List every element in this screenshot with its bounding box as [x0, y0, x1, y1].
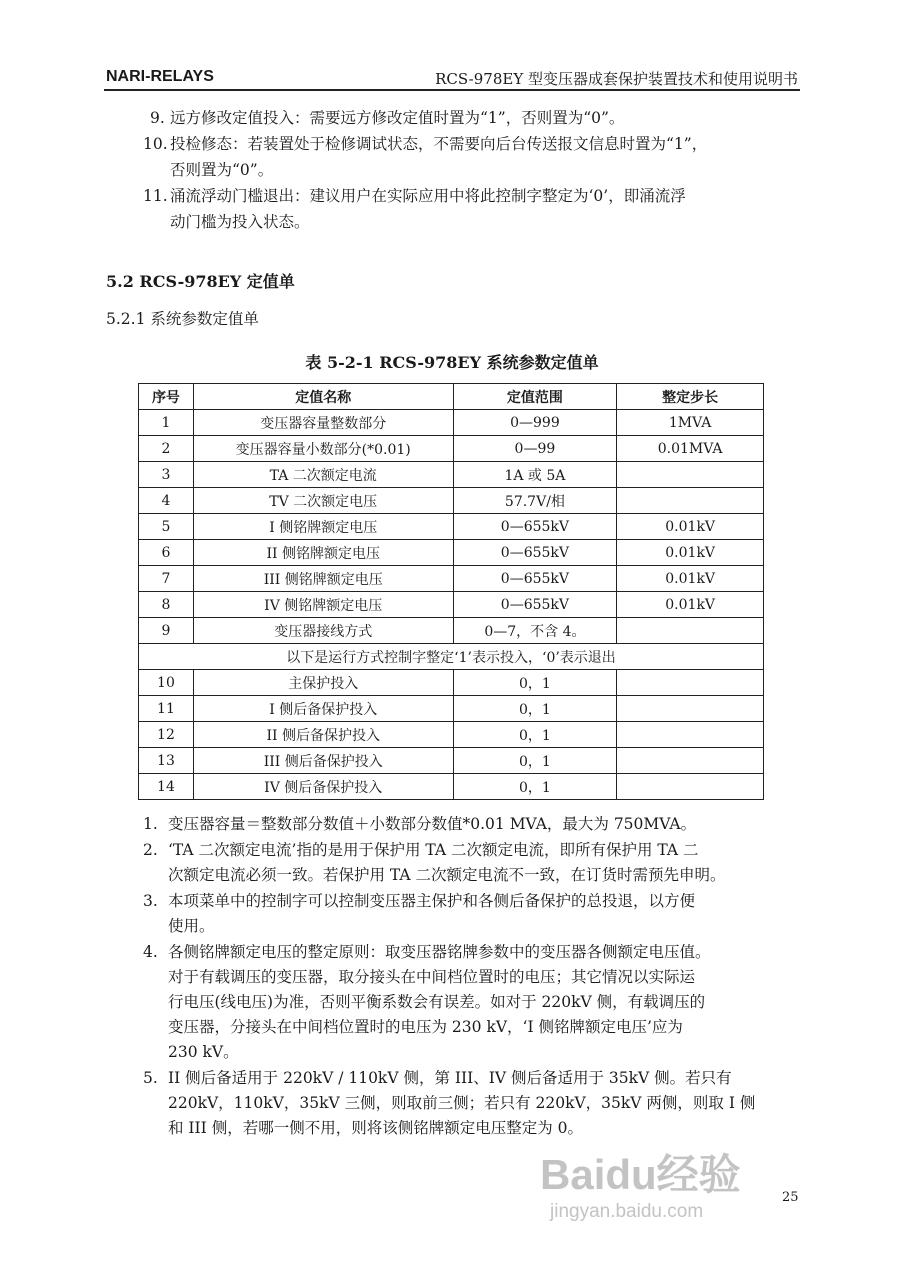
note-text: 220kV，110kV，35kV 三侧，则取前三侧；若只有 220kV，35kV 两侧，则取 I 侧 [168, 1094, 756, 1112]
table-cell [617, 488, 764, 514]
table-row [139, 540, 764, 566]
table-cell: 1 [139, 410, 194, 436]
table-cell: 0，1 [453, 722, 617, 748]
table-cell: 6 [139, 540, 194, 566]
table-cell: III 侧后备保护投入 [193, 748, 453, 774]
watermark [540, 1150, 770, 1224]
table-cell: TA 二次额定电流 [193, 462, 453, 488]
table-cell: 10 [139, 670, 194, 696]
note-text: II 侧后备适用于 220kV / 110kV 侧，第 III、IV 侧后备适用于 35kV 侧。若只有 [168, 1069, 732, 1087]
table-cell: 变压器容量整数部分 [193, 410, 453, 436]
column-header: 整定步长 [617, 384, 764, 410]
note-text: 变压器，分接头在中间档位置时的电压为 230 kV，‘I 侧铭牌额定电压’应为 [168, 1018, 683, 1036]
table-cell: 7 [139, 566, 194, 592]
section-heading: 5.2 RCS-978EY 定值单 [106, 272, 295, 291]
table-cell: 2 [139, 436, 194, 462]
table-row [139, 722, 764, 748]
table-cell: IV 侧后备保护投入 [193, 774, 453, 800]
table-caption: 表 5-2-1 RCS-978EY 系统参数定值单 [305, 353, 599, 372]
item-number: 9. [150, 109, 165, 127]
table-cell: II 侧铭牌额定电压 [193, 540, 453, 566]
table-cell: 4 [139, 488, 194, 514]
table-row [139, 774, 764, 800]
table-header-row [139, 384, 764, 410]
table-cell: I 侧后备保护投入 [193, 696, 453, 722]
table-cell: 0—655kV [453, 514, 617, 540]
note-number: 4. [143, 943, 158, 961]
table-row [139, 514, 764, 540]
table-cell: 变压器容量小数部分(*0.01) [193, 436, 453, 462]
table-cell: 0—655kV [453, 592, 617, 618]
note-number: 3. [143, 892, 158, 910]
item-number: 11. [143, 187, 168, 205]
table-cell [617, 618, 764, 644]
header-title: RCS-978EY 型变压器成套保护装置技术和使用说明书 [435, 70, 798, 88]
table-span-row [139, 644, 764, 670]
table-row [139, 488, 764, 514]
note-text: 和 III 侧，若哪一侧不用，则将该侧铭牌额定电压整定为 0。 [168, 1119, 584, 1137]
table-row [139, 592, 764, 618]
table-cell: 0.01kV [617, 540, 764, 566]
table-row [139, 436, 764, 462]
note-text: 次额定电流必须一致。若保护用 TA 二次额定电流不一致，在订货时需预先申明。 [168, 866, 726, 884]
table-cell: 9 [139, 618, 194, 644]
table-cell [617, 696, 764, 722]
table-row [139, 748, 764, 774]
note-text: 230 kV。 [168, 1043, 239, 1061]
table-cell: 主保护投入 [193, 670, 453, 696]
column-header: 序号 [139, 384, 194, 410]
item-text: 动门槛为投入状态。 [170, 213, 310, 231]
table-row [139, 618, 764, 644]
table-cell: 0.01MVA [617, 436, 764, 462]
table-cell: 0.01kV [617, 566, 764, 592]
note-text: ‘TA 二次额定电流’指的是用于保护用 TA 二次额定电流，即所有保护用 TA 二 [168, 841, 699, 859]
table-cell: 1A 或 5A [453, 462, 617, 488]
table-cell: 0.01kV [617, 514, 764, 540]
note-text: 各侧铭牌额定电压的整定原则：取变压器铭牌参数中的变压器各侧额定电压值。 [168, 943, 711, 961]
table-cell: 变压器接线方式 [193, 618, 453, 644]
table-row [139, 566, 764, 592]
table-cell: 0，1 [453, 748, 617, 774]
note-text: 使用。 [168, 917, 215, 935]
note-text: 变压器容量＝整数部分数值＋小数部分数值*0.01 MVA，最大为 750MVA。 [168, 815, 697, 833]
table-cell [617, 462, 764, 488]
table-cell: 0—7，不含 4。 [453, 618, 617, 644]
table-cell [617, 748, 764, 774]
header-brand: NARI-RELAYS [106, 68, 214, 85]
table-cell: 12 [139, 722, 194, 748]
page-number: 25 [782, 1190, 799, 1205]
table-cell: 0，1 [453, 696, 617, 722]
header-rule [104, 89, 800, 91]
column-header: 定值范围 [453, 384, 617, 410]
table-cell: 0—99 [453, 436, 617, 462]
item-number: 10. [143, 135, 168, 153]
note-text: 行电压(线电压)为准，否则平衡系数会有误差。如对于 220kV 侧，有载调压的 [168, 993, 706, 1011]
table-cell: 0，1 [453, 774, 617, 800]
note-number: 2. [143, 841, 158, 859]
table-cell: III 侧铭牌额定电压 [193, 566, 453, 592]
table-cell: 3 [139, 462, 194, 488]
table-span-cell: 以下是运行方式控制字整定‘1’表示投入，‘0’表示退出 [139, 644, 764, 670]
table-cell: 14 [139, 774, 194, 800]
table-cell: 57.7V/相 [453, 488, 617, 514]
table-row [139, 462, 764, 488]
table-cell: 1MVA [617, 410, 764, 436]
note-number: 1. [143, 815, 158, 833]
table-cell: 0—655kV [453, 566, 617, 592]
table-cell [617, 774, 764, 800]
table-cell: TV 二次额定电压 [193, 488, 453, 514]
table-row [139, 670, 764, 696]
watermark-url: jingyan.baidu.com [550, 1201, 704, 1222]
item-text: 否则置为“0”。 [170, 161, 274, 179]
table-cell: 8 [139, 592, 194, 618]
table-cell [617, 670, 764, 696]
table-cell: II 侧后备保护投入 [193, 722, 453, 748]
table-row [139, 410, 764, 436]
table-cell: 13 [139, 748, 194, 774]
table-cell: 0，1 [453, 670, 617, 696]
subsection-heading: 5.2.1 系统参数定值单 [106, 310, 259, 328]
table-cell: 11 [139, 696, 194, 722]
column-header: 定值名称 [193, 384, 453, 410]
item-text: 远方修改定值投入：需要远方修改定值时置为“1”，否则置为“0”。 [170, 109, 625, 127]
note-text: 对于有载调压的变压器，取分接头在中间档位置时的电压；其它情况以实际运 [168, 968, 696, 986]
item-text: 投检修态：若装置处于检修调试状态，不需要向后台传送报文信息时置为“1”， [170, 135, 708, 153]
table-cell: 0.01kV [617, 592, 764, 618]
item-text: 涌流浮动门槛退出：建议用户在实际应用中将此控制字整定为‘0’，即涌流浮 [170, 187, 686, 205]
table-cell: I 侧铭牌额定电压 [193, 514, 453, 540]
table-cell [617, 722, 764, 748]
note-text: 本项菜单中的控制字可以控制变压器主保护和各侧后备保护的总投退，以方便 [168, 892, 696, 910]
table-row [139, 696, 764, 722]
table-cell: 5 [139, 514, 194, 540]
settings-table [138, 383, 764, 800]
table-cell: 0—655kV [453, 540, 617, 566]
watermark-logo: Baidu经验 [540, 1151, 741, 1198]
table-cell: 0—999 [453, 410, 617, 436]
table-cell: IV 侧铭牌额定电压 [193, 592, 453, 618]
note-number: 5. [143, 1069, 158, 1087]
